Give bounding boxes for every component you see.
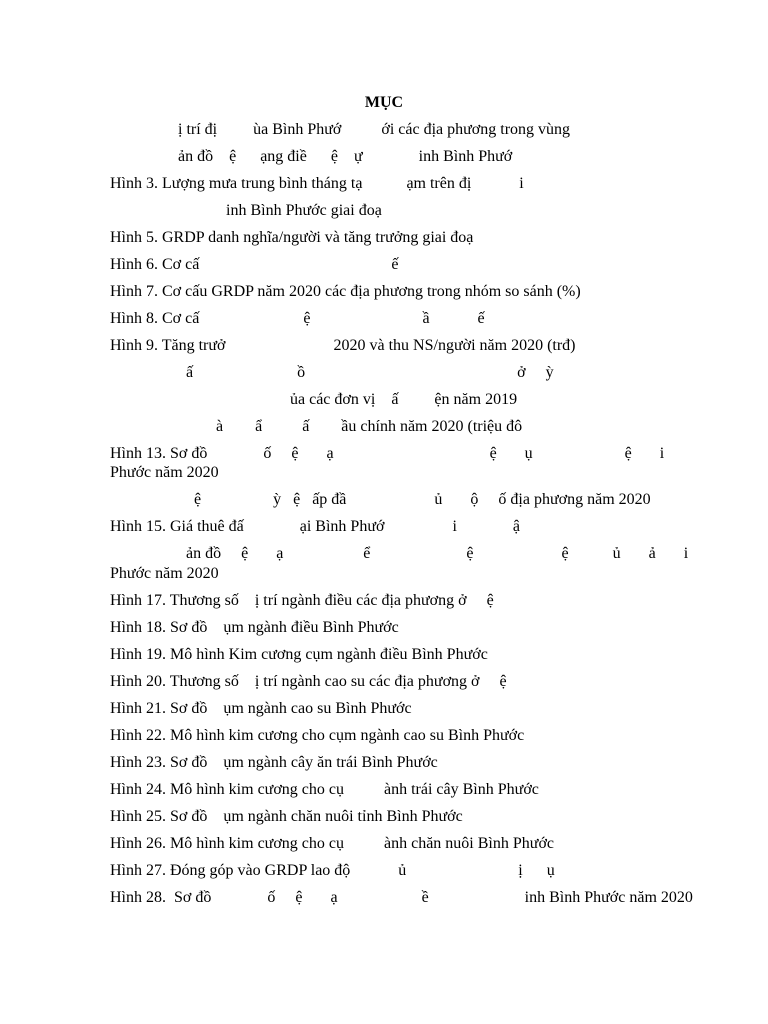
toc-entry-19: Hình 19. Mô hình Kim cương cụm ngành điều Bình Phước bbox=[110, 646, 488, 663]
toc-entry-20: Hình 20. Thương số ị trí ngành cao su các địa phương ở ệ bbox=[110, 673, 507, 690]
toc-entry-6: Hình 6. Cơ cấ ế bbox=[110, 256, 399, 273]
toc-entry-21: Hình 21. Sơ đồ ụm ngành cao su Bình Phước bbox=[110, 700, 412, 717]
toc-entry-16: ản đồ ệ ạ ể ệ ệ ủ ả i bbox=[186, 545, 689, 562]
toc-entry-27: Hình 27. Đóng góp vào GRDP lao độ ủ ị ụ bbox=[110, 862, 555, 879]
toc-entry-5: Hình 5. GRDP danh nghĩa/người và tăng trưởng giai đoạ bbox=[110, 229, 474, 246]
toc-entry-2: ản đồ ệ ạng điề ệ ự inh Bình Phướ bbox=[178, 148, 513, 165]
toc-entry-1: ị trí đị ùa Bình Phướ ới các địa phương trong vùng bbox=[178, 121, 571, 138]
toc-entry-10: ấ ồ ở ỳ bbox=[186, 364, 554, 381]
toc-entry-17: Hình 17. Thương số ị trí ngành điều các địa phương ở ệ bbox=[110, 592, 494, 609]
toc-entry-4: inh Bình Phước giai đoạ bbox=[226, 202, 382, 219]
toc-entry-16-cont: Phước năm 2020 bbox=[110, 565, 219, 582]
toc-entry-8: Hình 8. Cơ cấ ệ ầ ế bbox=[110, 310, 485, 327]
toc-entry-14: ệ ỳ ệ ấp đầ ủ ộ ố địa phương năm 2020 bbox=[194, 491, 651, 508]
toc-entry-7: Hình 7. Cơ cấu GRDP năm 2020 các địa phương trong nhóm so sánh (%) bbox=[110, 283, 581, 300]
toc-entry-28: Hình 28. Sơ đồ ố ệ ạ ề inh Bình Phước năm 2020 bbox=[110, 889, 693, 906]
toc-entry-12: à ẩ ấ ầu chính năm 2020 (triệu đô bbox=[216, 418, 523, 435]
toc-entry-13-cont: Phước năm 2020 bbox=[110, 464, 219, 481]
toc-entry-18: Hình 18. Sơ đồ ụm ngành điều Bình Phước bbox=[110, 619, 399, 636]
toc-entry-23: Hình 23. Sơ đồ ụm ngành cây ăn trái Bình Phước bbox=[110, 754, 438, 771]
toc-entry-24: Hình 24. Mô hình kim cương cho cụ ành trái cây Bình Phước bbox=[110, 781, 539, 798]
page-title: MỤC bbox=[364, 94, 404, 111]
toc-entry-9: Hình 9. Tăng trưở 2020 và thu NS/người năm 2020 (trđ) bbox=[110, 337, 576, 354]
toc-entry-3: Hình 3. Lượng mưa trung bình tháng tạ ạm trên đị i bbox=[110, 175, 524, 192]
toc-entry-15: Hình 15. Giá thuê đấ ại Bình Phướ i ậ bbox=[110, 518, 520, 535]
toc-entry-11: ủa các đơn vị ấ ện năm 2019 bbox=[290, 391, 518, 408]
toc-entry-26: Hình 26. Mô hình kim cương cho cụ ành chăn nuôi Bình Phước bbox=[110, 835, 554, 852]
toc-entry-13: Hình 13. Sơ đồ ố ệ ạ ệ ụ ệ i bbox=[110, 445, 665, 462]
toc-entry-22: Hình 22. Mô hình kim cương cho cụm ngành cao su Bình Phước bbox=[110, 727, 525, 744]
toc-entry-25: Hình 25. Sơ đồ ụm ngành chăn nuôi tỉnh Bình Phước bbox=[110, 808, 463, 825]
